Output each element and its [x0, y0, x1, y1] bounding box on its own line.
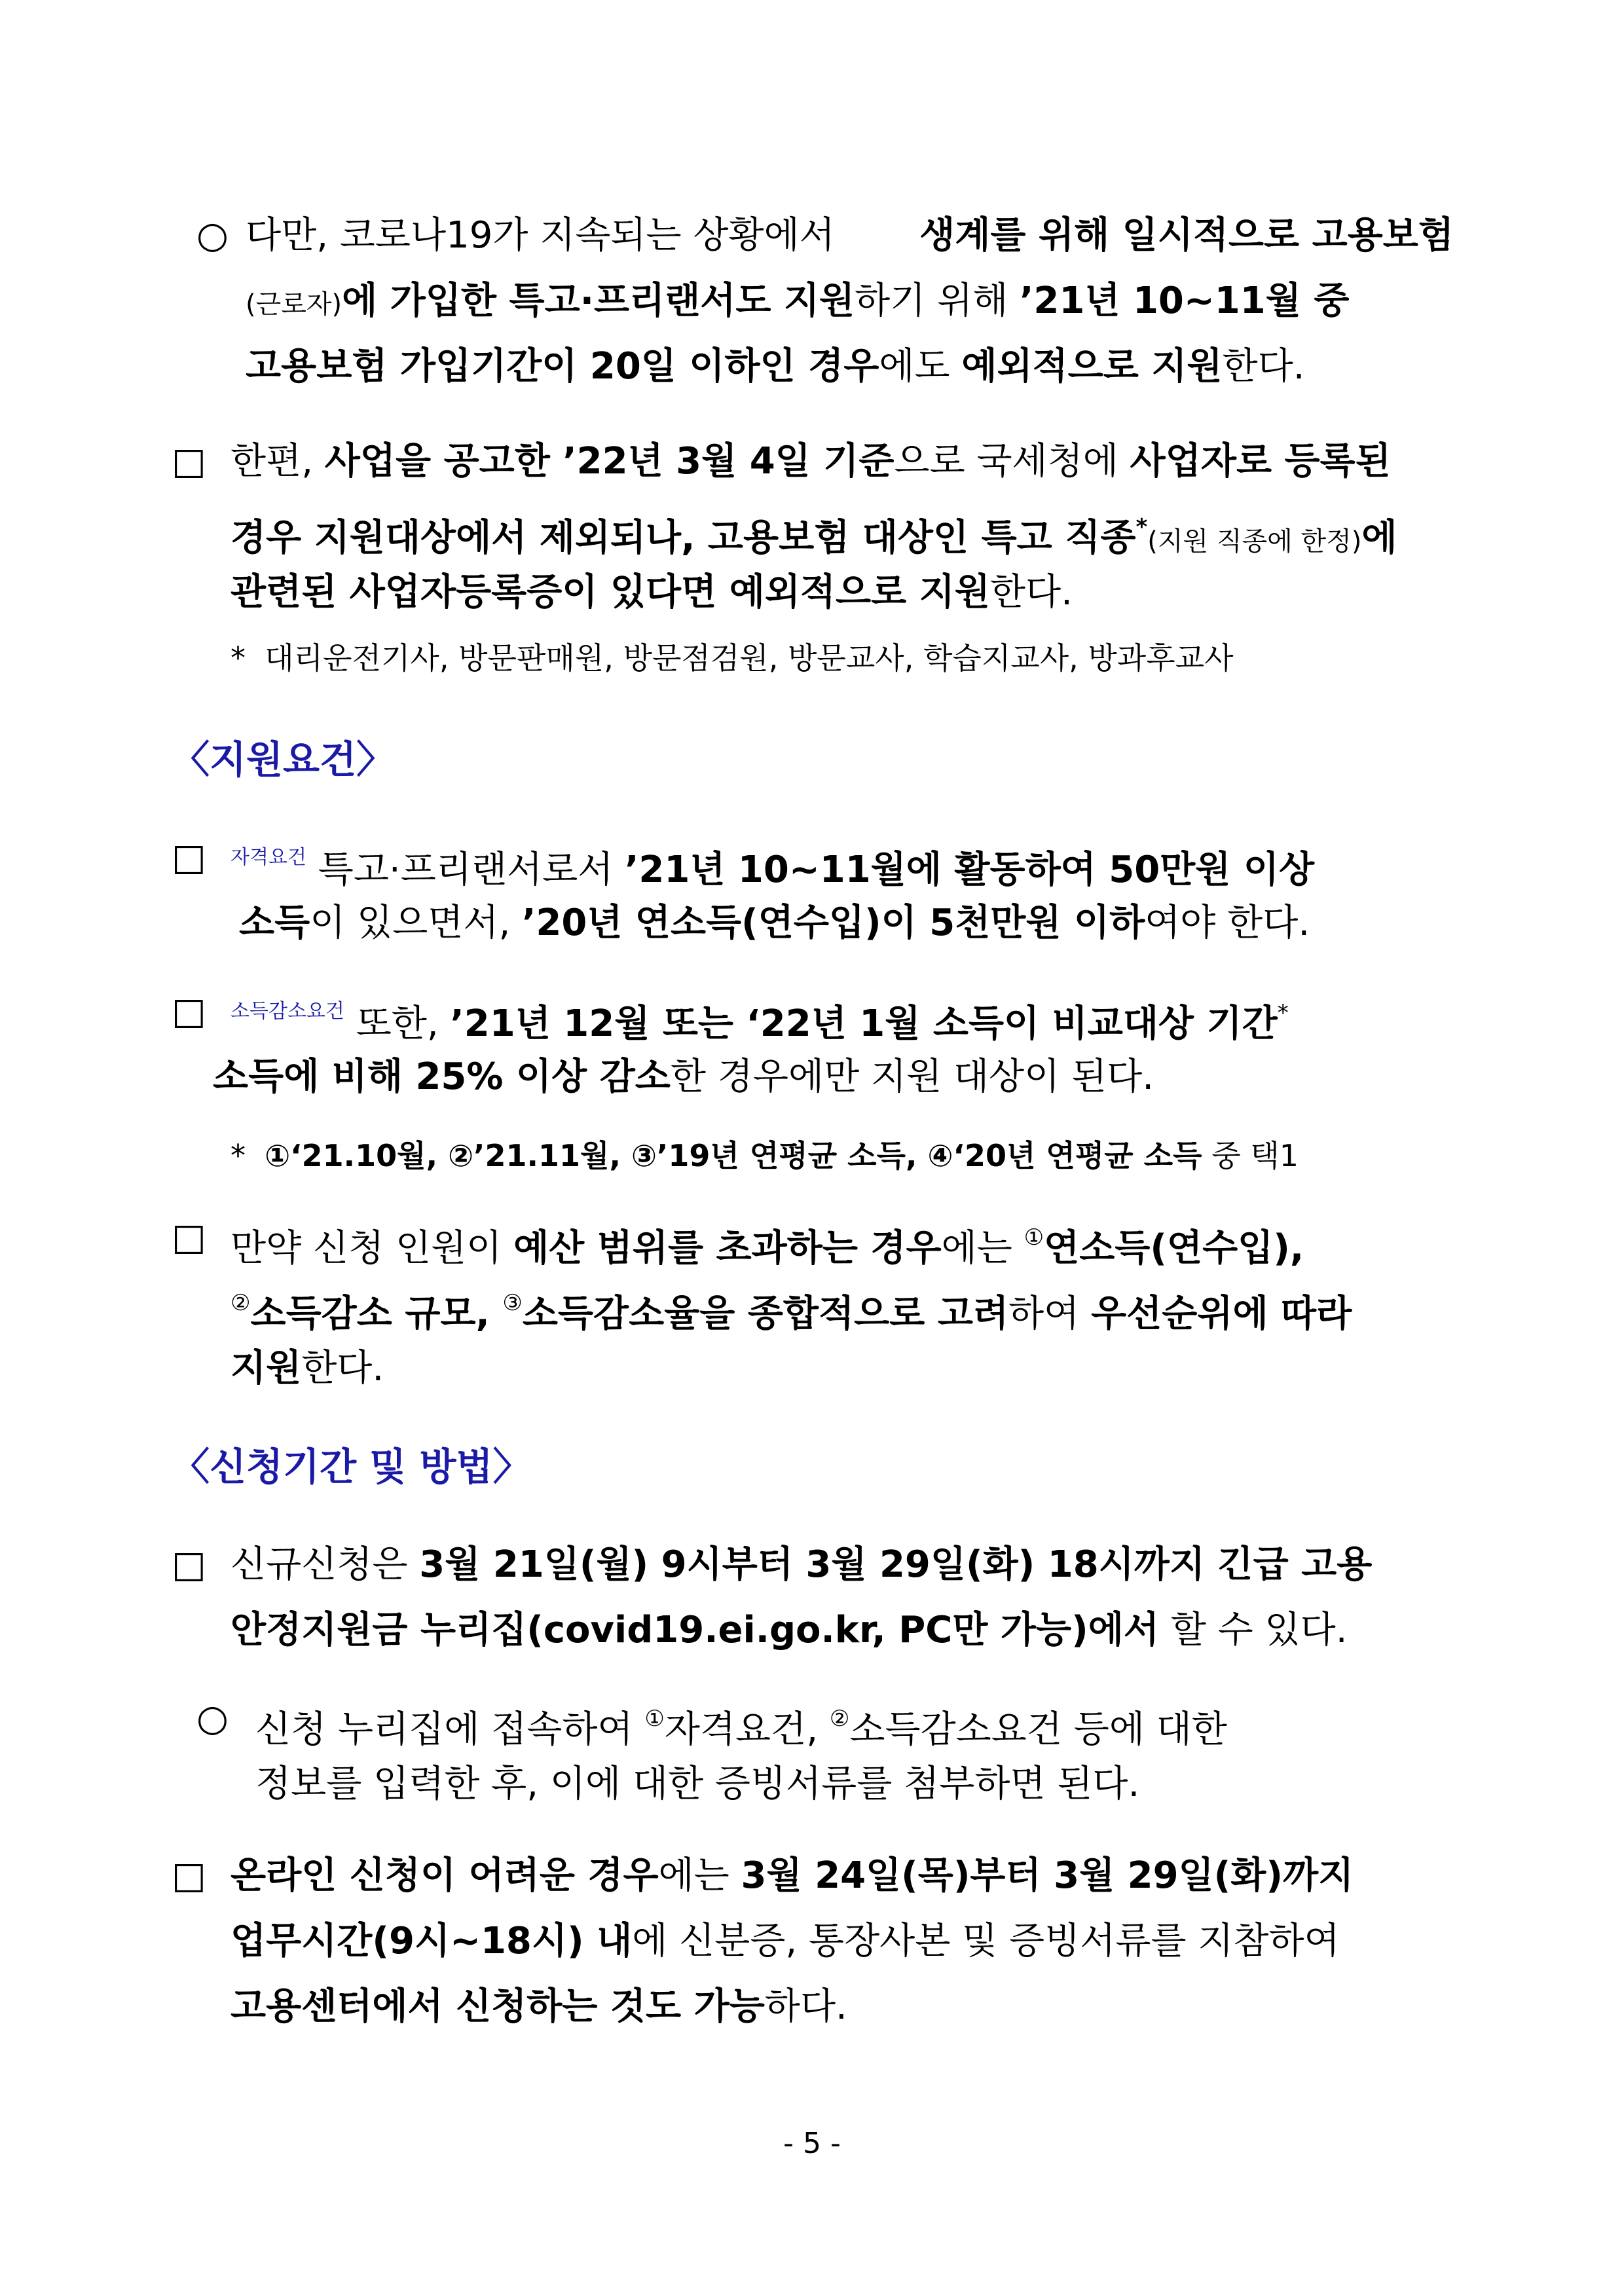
p5-line2: ②소득감소 규모, ③소득감소율을 종합적으로 고려하여 우선순위에 따라: [231, 1290, 1352, 1335]
p8-line1: 온라인 신청이 어려운 경우에는 3월 24일(목)부터 3월 29일(화)까지: [231, 1854, 1354, 1897]
page-number: - 5 -: [783, 2127, 841, 2160]
p8-line3: 고용센터에서 신청하는 것도 가능하다.: [231, 1985, 847, 2028]
p8-line2: 업무시간(9시~18시) 내에 신분증, 통장사본 및 증빙서류를 지참하여: [231, 1920, 1340, 1962]
p2-footnote: * 대리운전기사, 방문판매원, 방문점검원, 방문교사, 학습지교사, 방과후교사: [231, 640, 1234, 676]
p1-line1: 다만, 코로나19가 지속되는 상황에서 생계를 위해 일시적으로 고용보험: [246, 214, 1454, 257]
p6-line2: 안정지원금 누리집(covid19.ei.go.kr, PC만 가능)에서 할 수 있다.: [231, 1609, 1348, 1651]
p2-line1: 한편, 사업을 공고한 ’22년 3월 4일 기준으로 국세청에 사업자로 등록된: [231, 440, 1391, 483]
eligibility-label: 자격요건: [231, 846, 306, 869]
p3-line1: $^{자격요건}$ 특고·프리랜서로서 ’21년 10~11월에 활동하여 50만원 이상: [231, 846, 1315, 891]
section-heading-requirements: 〈지원요건〉: [172, 737, 395, 782]
p4-line1: $^{소득감소요건}$ 또한, ’21년 12월 또는 ‘22년 1월 소득이 비교대상 기간*: [231, 1000, 1289, 1045]
square-bullet: □: [172, 440, 206, 483]
square-bullet: □: [172, 836, 206, 879]
circle-bullet: ○: [196, 214, 229, 257]
p4-line2: 소득에 비해 25% 이상 감소한 경우에만 지원 대상이 된다.: [213, 1056, 1154, 1098]
p1-line2: (근로자)에 가입한 특고·프리랜서도 지원하기 위해 ’21년 10~11월 중: [246, 280, 1350, 322]
p3-line2: 소득이 있으면서, ’20년 연소득(연수입)이 5천만원 이하여야 한다.: [239, 902, 1310, 944]
square-bullet: □: [172, 1543, 206, 1586]
p2-line2: 경우 지원대상에서 제외되나, 고용보험 대상인 특고 직종*(지원 직종에 한정)에: [231, 514, 1397, 559]
p6-line1: 신규신청은 3월 21일(월) 9시부터 3월 29일(화) 18시까지 긴급 고용: [231, 1543, 1373, 1586]
p4-footnote: * ①‘21.10월, ②’21.11월, ③’19년 연평균 소득, ④‘20년 연평균 소득 중 택1: [231, 1138, 1299, 1173]
p5-line3: 지원한다.: [231, 1347, 384, 1389]
circle-bullet: ○: [196, 1697, 229, 1740]
square-bullet: □: [172, 990, 206, 1033]
square-bullet: □: [172, 1854, 206, 1897]
income-decrease-label: 소득감소요건: [231, 1000, 344, 1023]
p1-line3: 고용보험 가입기간이 20일 이하인 경우에도 예외적으로 지원한다.: [246, 345, 1305, 388]
p5-line1: 만약 신청 인원이 예산 범위를 초과하는 경우에는 ①연소득(연수입),: [231, 1224, 1304, 1270]
p7-line2: 정보를 입력한 후, 이에 대한 증빙서류를 첨부하면 된다.: [255, 1763, 1140, 1805]
section-heading-application: 〈신청기간 및 방법〉: [172, 1444, 531, 1489]
square-bullet: □: [172, 1216, 206, 1258]
p2-line3: 관련된 사업자등록증이 있다면 예외적으로 지원한다.: [231, 571, 1073, 614]
p7-line1: 신청 누리집에 접속하여 ①자격요건, ②소득감소요건 등에 대한: [255, 1706, 1227, 1751]
